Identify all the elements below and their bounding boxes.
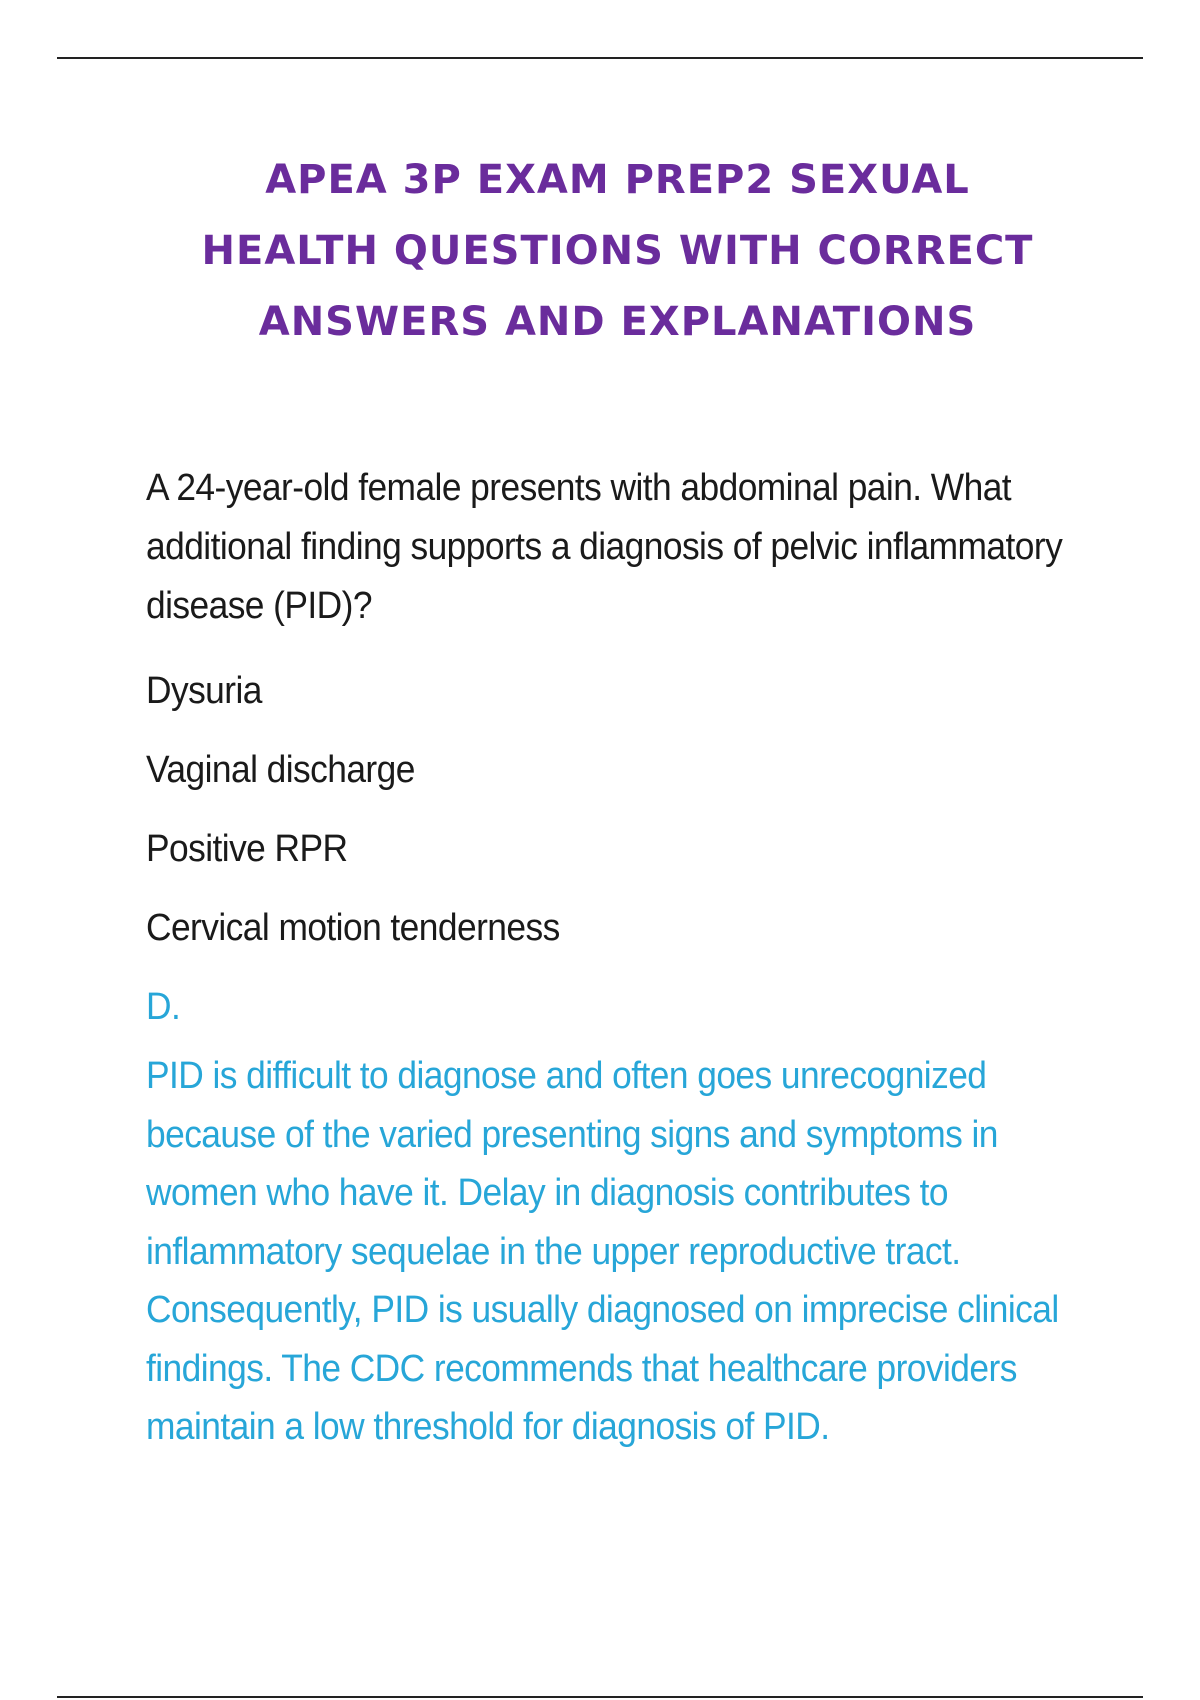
title-line-2: HEALTH QUESTIONS WITH CORRECT: [201, 228, 1034, 274]
title-line-3: ANSWERS AND EXPLANATIONS: [258, 299, 977, 345]
option-d: Cervical motion tenderness: [146, 907, 560, 949]
option-b: Vaginal discharge: [146, 749, 415, 791]
answer-options: [146, 652, 1106, 968]
document-title: [100, 145, 1135, 358]
question-block: [146, 459, 1106, 1457]
option-c: Positive RPR: [146, 828, 348, 870]
question-text: A 24-year-old female presents with abdominal pain. What additional finding supports a diagnosis of pelvic inflammatory disease (PID)?: [146, 467, 1063, 627]
top-rule: [57, 57, 1143, 59]
bottom-rule: [57, 1696, 1143, 1698]
answer-explanation: PID is difficult to diagnose and often goes unrecognized because of the varied presenting signs and symptoms in women who have it. Delay in diagnosis contributes to inflammatory sequelae in the upper reproductive tract. Consequently, PID is usually diagnosed on imprecise clinical findings. The CDC recommends that healthcare providers maintain a low threshold for diagnosis of PID.: [146, 1055, 1059, 1448]
option-a: Dysuria: [146, 670, 262, 712]
correct-answer: D.: [146, 986, 181, 1028]
title-line-1: APEA 3P EXAM PREP2 SEXUAL: [265, 157, 970, 203]
